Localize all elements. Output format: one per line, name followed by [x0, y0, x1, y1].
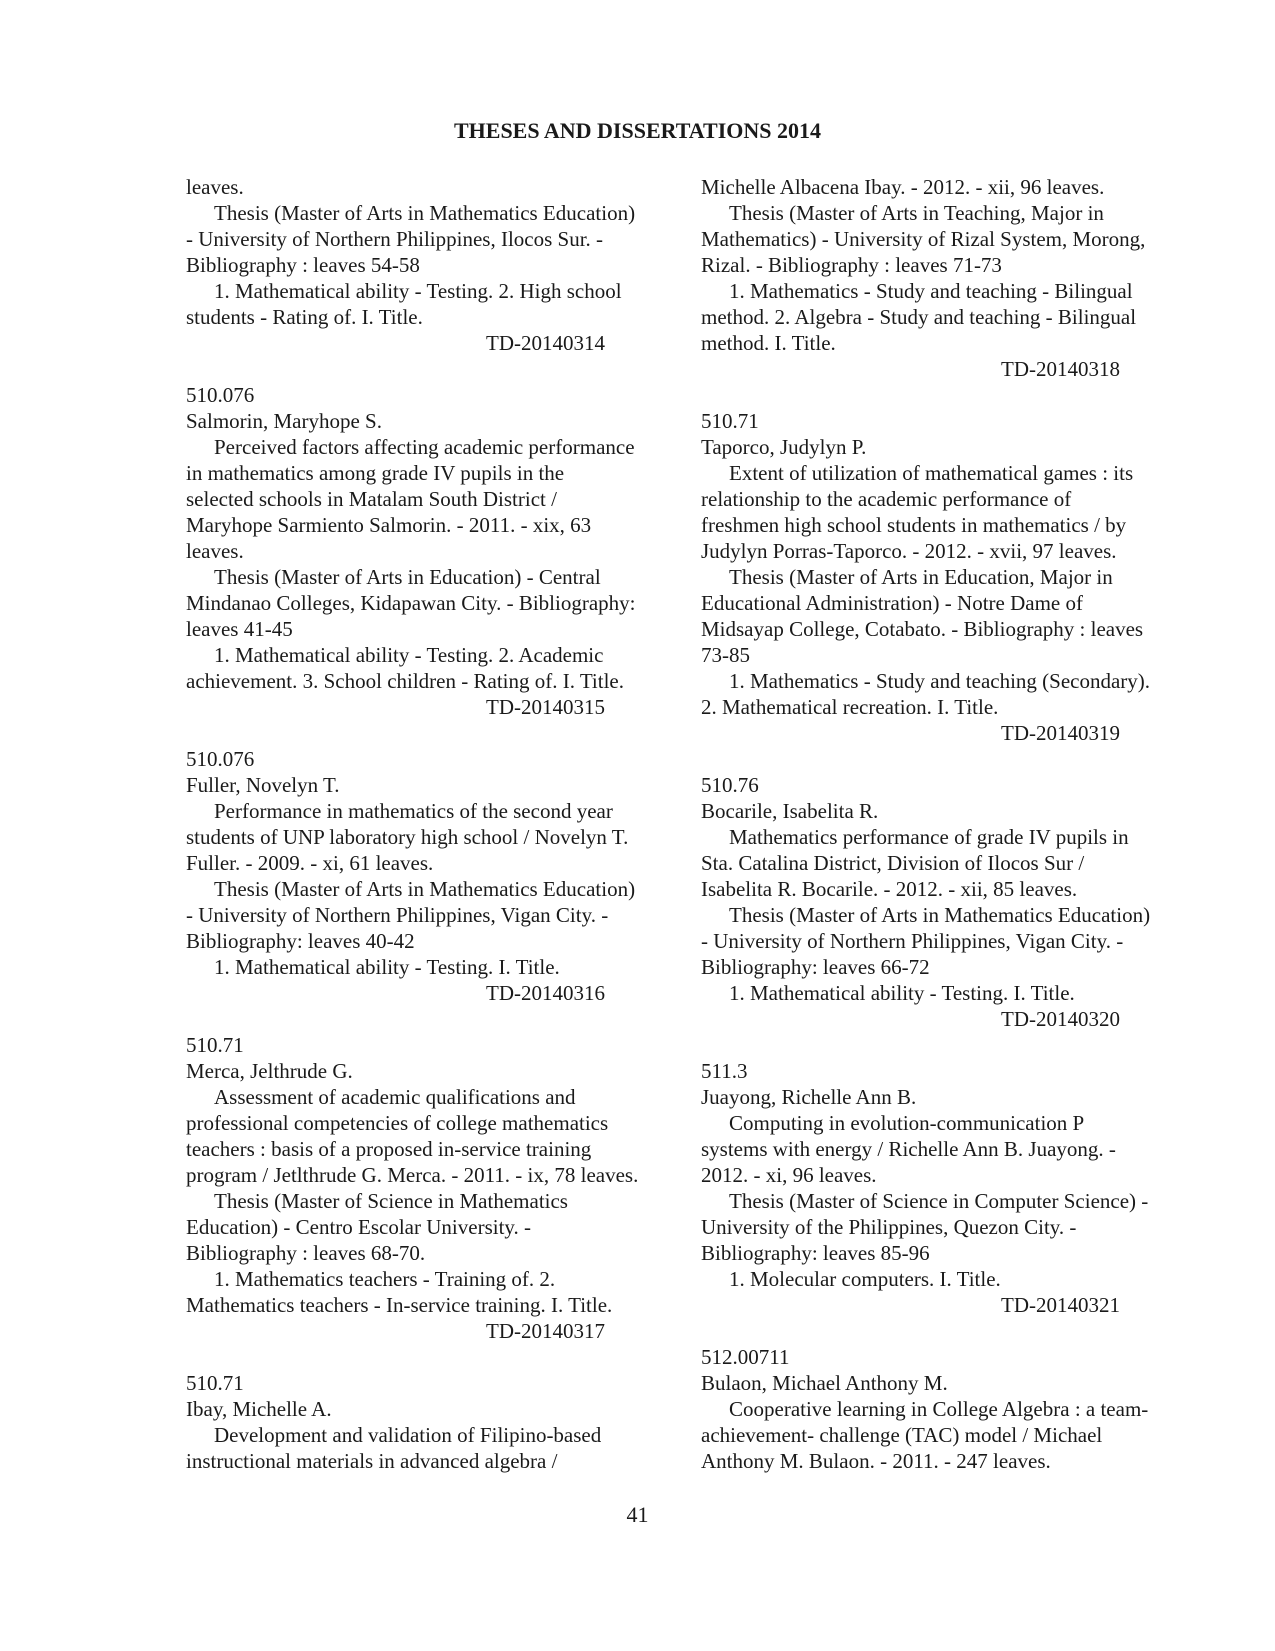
catalog-line: Performance in mathematics of the second year	[214, 799, 613, 823]
page-number: 41	[626, 1502, 649, 1527]
catalog-line: Thesis (Master of Arts in Teaching, Major in	[729, 201, 1104, 225]
catalog-line: Mathematics) - University of Rizal System, Morong,	[701, 227, 1146, 251]
catalog-line: Thesis (Master of Arts in Mathematics Education)	[214, 201, 636, 225]
catalog-line: Thesis (Master of Science in Computer Science) -	[729, 1189, 1149, 1213]
catalog-line: 510.76	[701, 773, 759, 797]
catalog-line: 2. Mathematical recreation. I. Title.	[701, 695, 999, 719]
page-title: THESES AND DISSERTATIONS 2014	[453, 118, 822, 143]
catalog-line: Fuller, Novelyn T.	[186, 773, 340, 797]
catalog-line: Extent of utilization of mathematical games : its	[729, 461, 1134, 485]
catalog-line: systems with energy / Richelle Ann B. Juayong. -	[701, 1137, 1116, 1161]
catalog-line: Bulaon, Michael Anthony M.	[701, 1371, 948, 1395]
catalog-line: Mathematics teachers - In-service training. I. Title.	[186, 1293, 613, 1317]
catalog-line: 1. Mathematics - Study and teaching - Bilingual	[729, 279, 1133, 303]
catalog-line: Thesis (Master of Arts in Education) - Central	[214, 565, 601, 589]
catalog-line: 1. Mathematical ability - Testing. 2. High school	[214, 279, 622, 303]
catalog-line: Merca, Jelthrude G.	[186, 1059, 353, 1083]
right-column	[701, 174, 1196, 1474]
catalog-line: 510.076	[186, 383, 255, 407]
catalog-line: Midsayap College, Cotabato. - Bibliography : leaves	[701, 617, 1144, 641]
catalog-line: achievement- challenge (TAC) model / Michael	[701, 1423, 1103, 1447]
catalog-line: Rizal. - Bibliography : leaves 71-73	[701, 253, 1002, 277]
catalog-line: Maryhope Sarmiento Salmorin. - 2011. - xix, 63	[186, 513, 592, 537]
catalog-line: Education) - Centro Escolar University. -	[186, 1215, 532, 1239]
catalog-line: Thesis (Master of Arts in Mathematics Education)	[214, 877, 636, 901]
catalog-line: students of UNP laboratory high school / Novelyn T.	[186, 825, 629, 849]
catalog-line: Thesis (Master of Arts in Education, Major in	[729, 565, 1113, 589]
catalog-line: teachers : basis of a proposed in-service training	[186, 1137, 592, 1161]
catalog-line: selected schools in Matalam South District /	[186, 487, 557, 511]
catalog-line: Bocarile, Isabelita R.	[701, 799, 879, 823]
catalog-line: Ibay, Michelle A.	[186, 1397, 332, 1421]
catalog-line: instructional materials in advanced algebra /	[186, 1449, 558, 1473]
catalog-line: Anthony M. Bulaon. - 2011. - 247 leaves.	[701, 1449, 1051, 1473]
catalog-line: leaves.	[186, 175, 244, 199]
catalog-line: Educational Administration) - Notre Dame of	[701, 591, 1083, 615]
catalog-line: freshmen high school students in mathematics / by	[701, 513, 1127, 537]
entry-separator	[701, 746, 1196, 772]
catalog-line: University of the Philippines, Quezon City. -	[701, 1215, 1077, 1239]
catalog-line: in mathematics among grade IV pupils in the	[186, 461, 565, 485]
catalog-line: method. I. Title.	[701, 331, 836, 355]
entry-separator	[186, 356, 676, 382]
catalog-line: Thesis (Master of Science in Mathematics	[214, 1189, 568, 1213]
catalog-line: method. 2. Algebra - Study and teaching - Bilingual	[701, 305, 1137, 329]
catalog-line: achievement. 3. School children - Rating of. I. Title.	[186, 669, 625, 693]
catalog-line: 510.71	[186, 1033, 244, 1057]
catalog-line: 2012. - xi, 96 leaves.	[701, 1163, 877, 1187]
entry-separator	[701, 382, 1196, 408]
catalog-line: leaves 41-45	[186, 617, 293, 641]
catalog-line: 73-85	[701, 643, 750, 667]
catalog-line: Taporco, Judylyn P.	[701, 435, 867, 459]
catalog-line: Bibliography: leaves 85-96	[701, 1241, 930, 1265]
catalog-line: - University of Northern Philippines, Vigan City. -	[186, 903, 609, 927]
catalog-line: 1. Molecular computers. I. Title.	[729, 1267, 1001, 1291]
catalog-line: Salmorin, Maryhope S.	[186, 409, 382, 433]
accession-number: TD-20140315	[486, 695, 605, 719]
entry-separator	[186, 1344, 676, 1370]
catalog-line: 511.3	[701, 1059, 748, 1083]
catalog-line: 510.71	[701, 409, 759, 433]
catalog-line: Sta. Catalina District, Division of Ilocos Sur /	[701, 851, 1085, 875]
catalog-line: Development and validation of Filipino-based	[214, 1423, 602, 1447]
catalog-line: Fuller. - 2009. - xi, 61 leaves.	[186, 851, 434, 875]
catalog-line: students - Rating of. I. Title.	[186, 305, 423, 329]
entry-separator	[701, 1318, 1196, 1344]
catalog-line: Thesis (Master of Arts in Mathematics Education)	[729, 903, 1151, 927]
catalog-line: Mindanao Colleges, Kidapawan City. - Bibliography:	[186, 591, 636, 615]
catalog-line: 512.00711	[701, 1345, 790, 1369]
accession-number: TD-20140318	[1001, 357, 1120, 381]
catalog-line: Bibliography : leaves 54-58	[186, 253, 420, 277]
entry-separator	[186, 1006, 676, 1032]
catalog-line: Judylyn Porras-Taporco. - 2012. - xvii, 97 leaves.	[701, 539, 1117, 563]
catalog-line: professional competencies of college mathematics	[186, 1111, 609, 1135]
accession-number: TD-20140317	[486, 1319, 605, 1343]
catalog-line: 1. Mathematics - Study and teaching (Secondary).	[729, 669, 1151, 693]
catalog-line: 1. Mathematical ability - Testing. 2. Academic	[214, 643, 604, 667]
catalog-line: Bibliography: leaves 66-72	[701, 955, 930, 979]
left-column	[186, 174, 676, 1474]
catalog-line: Cooperative learning in College Algebra : a team-	[729, 1397, 1149, 1421]
accession-number: TD-20140316	[486, 981, 605, 1005]
catalog-line: Isabelita R. Bocarile. - 2012. - xii, 85 leaves.	[701, 877, 1078, 901]
accession-number: TD-20140320	[1001, 1007, 1120, 1031]
catalog-line: Juayong, Richelle Ann B.	[701, 1085, 917, 1109]
entry-separator	[701, 1032, 1196, 1058]
accession-number: TD-20140321	[1001, 1293, 1120, 1317]
catalog-line: leaves.	[186, 539, 244, 563]
catalog-line: 510.076	[186, 747, 255, 771]
catalog-line: Bibliography: leaves 40-42	[186, 929, 415, 953]
catalog-line: 510.71	[186, 1371, 244, 1395]
catalog-line: Perceived factors affecting academic performance	[214, 435, 635, 459]
accession-number: TD-20140314	[486, 331, 605, 355]
catalog-line: Bibliography : leaves 68-70.	[186, 1241, 426, 1265]
catalog-line: 1. Mathematical ability - Testing. I. Title.	[729, 981, 1075, 1005]
catalog-line: Mathematics performance of grade IV pupils in	[729, 825, 1129, 849]
catalog-line: program / Jetlthrude G. Merca. - 2011. - ix, 78 leaves.	[186, 1163, 639, 1187]
entry-separator	[186, 720, 676, 746]
catalog-line: - University of Northern Philippines, Ilocos Sur. -	[186, 227, 604, 251]
catalog-line: Assessment of academic qualifications and	[214, 1085, 576, 1109]
accession-number: TD-20140319	[1001, 721, 1120, 745]
catalog-line: Computing in evolution-communication P	[729, 1111, 1085, 1135]
catalog-line: 1. Mathematics teachers - Training of. 2.	[214, 1267, 556, 1291]
catalog-line: - University of Northern Philippines, Vigan City. -	[701, 929, 1124, 953]
catalog-line: Michelle Albacena Ibay. - 2012. - xii, 96 leaves.	[701, 175, 1105, 199]
catalog-line: 1. Mathematical ability - Testing. I. Title.	[214, 955, 560, 979]
catalog-line: relationship to the academic performance of	[701, 487, 1072, 511]
